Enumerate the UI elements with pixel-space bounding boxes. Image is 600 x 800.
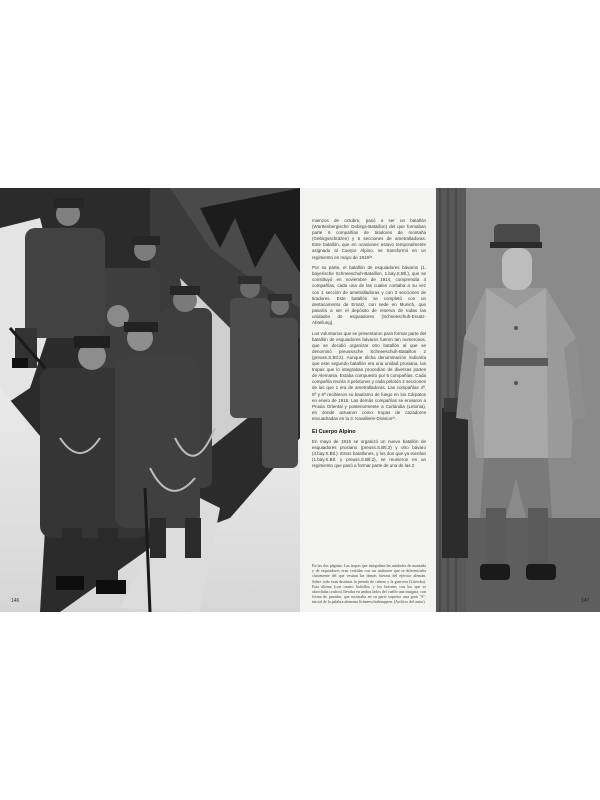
- paragraph: mienzos de octubre, pasó a ser un batallón (Württenbergische Gebirgs-Bataillon) del que formaban parte 6 compañías de tiradores de montaña (Gebirgsschützen) y 6 secciones de ametralladoras. Este batallón, que en ocasiones estuvo temporalmente asignado al Cuerpo Alpino, se transformó en un regimiento en mayo de 1918²⁶.: [312, 218, 426, 260]
- paragraph: Los voluntarios que se presentaron para formar parte del batallón de esquiadores bávaros fueron tan numerosos, que se decidió organizar otro batallón al que se denominó preussische Schneeschuh-Bataillon 2 (preuss.S.Btl.2). Aunque dicha denominación indicaría que este segundo batallón era una unidad prusiana, las tropas que lo integraban procedían de diversas partes de Alemania. Estaba compuesto por 6 compañías. Cada compañía reunía 3 pelotones y cada pelotón 2 secciones de las que 1 era de ametralladoras. Las compañías 4ª, 5ª y 6ª recibieron su bautismo de fuego en los Cárpatos en enero de 1915. Las demás compañías se enviaron a Prusia Oriental y posteriormente a Curlandia (Letonia), en donde actuaron como tropas de cazadores encuadradas en la 3. Kavallerie-Division²⁷.: [312, 330, 426, 421]
- paragraph: Por su parte, el batallón de esquiadores bávaros (1. bayerische Schneeschuh-Bataillon, 1.bay.S.Btl.), que se constituyó en noviembre de 1914, comprendía 4 compañías, cada una de las cuales contaba a su vez con 1 sección de ametralladoras y con 3 secciones de tiradores. Este batallón se completó con un destacamento de Ersatz, con sede en Munich, que pasaría a ser el depósito de reserva de todas las unidades de esquiadores (Schneeschuh-Ersatz-Abteilung).: [312, 265, 426, 325]
- page-number-left: 146: [11, 598, 20, 604]
- book-spread: [0, 188, 600, 612]
- page-number-right: 147: [581, 598, 590, 604]
- section-heading: El Cuerpo Alpino: [312, 429, 356, 435]
- soldiers-in-snow-photo: [0, 188, 300, 612]
- article-text-column: [312, 218, 426, 606]
- photo-caption: En las dos páginas. Las tropas que integraban las unidades de montaña y de esquiadores eran vestidas con un uniforme que se diferenciaba claramente del que vestían las demás fuerzas del ejército alemán. Sobre todo eran distintas la prenda de cabeza y la guerrera (Litewka). Esta última (con cuatro bolsillos, y los botones con los que se abrochaba ocultos) llevaba en ambos lados del cuello una insignia, con forma de pasador, que mostraba en su parte superior una gran "S", inicial de la palabra alemana Schneeschuhtruppen. (Archivo del autor): [312, 563, 426, 605]
- soldier-portrait-photo: [436, 188, 600, 612]
- paragraph: En mayo de 1915 se organizó un nuevo batallón de esquiadores prusiano (preuss.S.Btl.3) y otro bávaro (4.bay.S.Btl.). Estos batallones, y los dos que ya existían (1.bay.S.Btl. y preuss.S.Btl.2), se reunieron en un regimiento que pasó a formar parte de una de las 2: [312, 438, 426, 468]
